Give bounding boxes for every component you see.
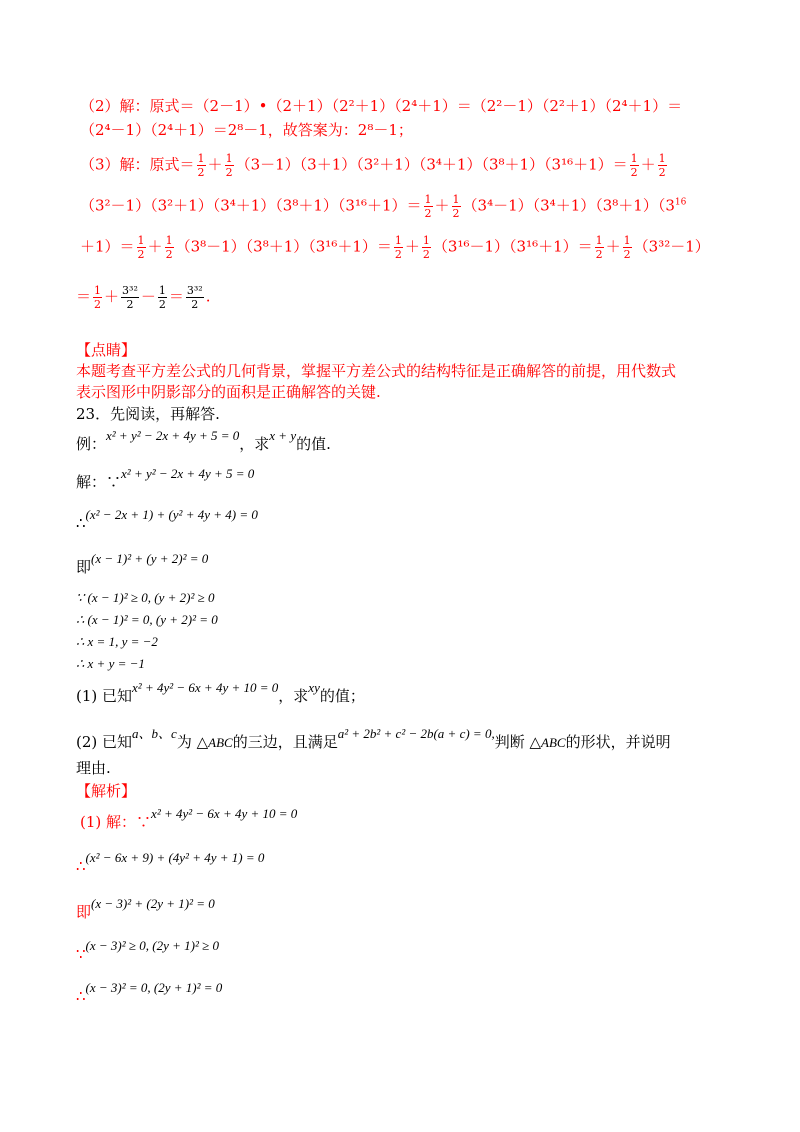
q23-part1: (1) 已知x² + 4y² − 6x + 4y + 10 = 0，求xy的值；	[76, 680, 365, 705]
sol3-factors: （3¹⁶－1）（3¹⁶＋1）＝	[432, 237, 593, 256]
sol-step-7: ∴ x + y = −1	[76, 656, 145, 671]
example-equation: x² + y² − 2x + 4y + 5 = 0	[106, 428, 240, 443]
q23-part2: (2) 已知a、b、c为 △ABC的三边，且满足a² + 2b² + c² − 2b(a + c) = 0,判断 △ABC的形状，并说明	[76, 726, 671, 751]
half-fraction: $\frac{1}{2}$	[424, 193, 432, 220]
sol3-factors: （3³²－1）	[633, 237, 710, 256]
jiexi-eq-1: x² + 4y² − 6x + 4y + 10 = 0	[151, 806, 298, 821]
half-fraction: $\frac{1}{2}$	[452, 193, 460, 220]
therefore-symbol: ∴	[76, 857, 86, 875]
sol3-prefix: （3）解：原式＝	[80, 155, 195, 174]
part2-vars: a、b、c	[132, 726, 177, 741]
q23-step3: 即(x − 1)² + (y + 2)² = 0	[76, 551, 209, 576]
dianjing-text1: 本题考查平方差公式的几何背景，掌握平方差公式的结构特征是正确解答的前提，用代数式	[76, 362, 677, 380]
sol2-line2: （2⁴－1）（2⁴＋1）＝2⁸－1，故答案为：2⁸－1；	[80, 121, 413, 139]
because-symbol: ∵	[106, 473, 122, 491]
part2-equation: a² + 2b² + c² − 2b(a + c) = 0,	[337, 726, 495, 741]
jiexi-step3: 即(x − 3)² + (2y + 1)² = 0	[76, 896, 215, 921]
half-fraction: $\frac{1}{2}$	[422, 234, 430, 261]
q23-example: 例：x² + y² − 2x + 4y + 5 = 0，求x + y的值.	[76, 428, 331, 453]
jiexi-eq-5: (x − 3)² = 0, (2y + 1)² = 0	[85, 980, 223, 995]
q23-solution-start: 解：∵x² + y² − 2x + 4y + 5 = 0	[76, 466, 255, 491]
half-fraction: $\frac{1}{2}$	[137, 234, 145, 261]
half-fraction: $\frac{1}{2}$	[225, 152, 233, 179]
dianjing-heading: 【点睛】	[76, 341, 137, 359]
jiexi-step2	[76, 850, 265, 877]
jiexi-eq-3: (x − 3)² + (2y + 1)² = 0	[91, 896, 215, 911]
half-fraction: $\frac{1}{2}$	[94, 284, 102, 311]
part1-target: xy	[308, 680, 320, 695]
jiexi-eq-2: (x² − 6x + 9) + (4y² + 4y + 1) = 0	[85, 850, 265, 865]
half-fraction: $\frac{1}{2}$	[595, 234, 603, 261]
jiexi-step1: (1) 解：∵x² + 4y² − 6x + 4y + 10 = 0	[80, 806, 298, 831]
jiexi-step4	[76, 938, 220, 965]
sol-step-1: x² + y² − 2x + 4y + 5 = 0	[121, 466, 255, 481]
dianjing-text2: 表示图形中阴影部分的面积是正确解答的关键.	[76, 383, 381, 401]
half-fraction: $\frac{1}{2}$	[394, 234, 402, 261]
sol3-factors: （3⁸－1）（3⁸＋1）（3¹⁶＋1）＝	[175, 237, 392, 256]
sol3-factors: （3⁴－1）（3⁴＋1）（3⁸＋1）（3	[462, 196, 675, 215]
sol-step-5: ∴ (x − 1)² = 0, (y + 2)² = 0	[76, 612, 218, 627]
half-fraction: $\frac{1}{2}$	[630, 152, 638, 179]
half-fraction: $\frac{1}{2}$	[658, 152, 666, 179]
jiexi-eq-4: (x − 3)² ≥ 0, (2y + 1)² ≥ 0	[85, 938, 220, 953]
half-fraction: $\frac{1}{2}$	[623, 234, 631, 261]
sol3-line3: ＋1）＝ $\frac{1}{2}$ ＋ $\frac{1}{2}$ （3⁸－1）（3⁸＋1）（3¹⁶＋1）＝ $\frac{1}{2}$ ＋ $\frac{1}{2}$ （3¹⁶－1）（3¹⁶＋1）＝ $\frac{1}{2}$ ＋ $\frac{1}{2}$ （3³²－1）	[80, 234, 710, 261]
pow-fraction: $\frac{\text{3³²}}{2}$	[186, 284, 203, 311]
half-fraction: $\frac{1}{2}$	[165, 234, 173, 261]
sol3-factors: （3－1）（3＋1）（3²＋1）（3⁴＋1）（3⁸＋1）（3¹⁶＋1）＝	[235, 155, 628, 174]
sol3-line2: （3²－1）（3²＋1）（3⁴＋1）（3⁸＋1）（3¹⁶＋1）＝ $\frac{1}{2}$ ＋ $\frac{1}{2}$ $(3^4-1)(3^4+1)(3^8+1)(3^{16}$	[80, 193, 687, 220]
q23-step2	[76, 507, 258, 534]
therefore-symbol: ∴	[76, 987, 86, 1005]
sol2-line1: （2）解：原式＝（2－1）•（2＋1）（2²＋1）（2⁴＋1）＝（2²－1）（2²＋1）（2⁴＋1）＝	[80, 97, 683, 115]
exponent: 16	[674, 197, 687, 208]
half-fraction: $\frac{1}{2}$	[197, 152, 205, 179]
sol3-line1: （3）解：原式＝ $\frac{1}{2}$ ＋ $\frac{1}{2}$ （3－1）（3＋1）（3²＋1）（3⁴＋1）（3⁸＋1）（3¹⁶＋1）＝ $\frac{1}{2}$ ＋ $\frac{1}{2}$	[80, 152, 666, 179]
triangle-name: ABC	[208, 735, 233, 750]
sol-step-3: (x − 1)² + (y + 2)² = 0	[91, 551, 209, 566]
sol-step-2: (x² − 2x + 1) + (y² + 4y + 4) = 0	[85, 507, 258, 522]
half-fraction: $\frac{1}{2}$	[158, 284, 166, 311]
jiexi-heading: 【解析】	[76, 782, 137, 800]
because-symbol: ∵	[136, 813, 152, 831]
sol-step-4: ∵ (x − 1)² ≥ 0, (y + 2)² ≥ 0	[76, 590, 215, 605]
pow-fraction: $\frac{\text{3³²}}{2}$	[122, 284, 138, 311]
sol3-factors: （3²－1）（3²＋1）（3⁴＋1）（3⁸＋1）（3¹⁶＋1）＝	[80, 196, 422, 215]
jiexi-step5	[76, 980, 223, 1007]
sol3-line4: ＝ $\frac{1}{2}$ ＋ $\frac{\text{3³²}}{2}$ － $\frac{1}{2}$ ＝ $\frac{\text{3³²}}{2}$ .	[76, 284, 211, 311]
because-symbol: ∵	[76, 945, 86, 963]
therefore-symbol: ∴	[76, 514, 86, 532]
example-target: x + y	[269, 428, 297, 443]
q23-part2-line2: 理由.	[76, 759, 111, 777]
triangle-name: ABC	[541, 735, 566, 750]
part1-equation: x² + 4y² − 6x + 4y + 10 = 0	[132, 680, 279, 695]
q23-title: 23．先阅读，再解答.	[76, 405, 220, 423]
sol-step-6: ∴ x = 1, y = −2	[76, 634, 158, 649]
